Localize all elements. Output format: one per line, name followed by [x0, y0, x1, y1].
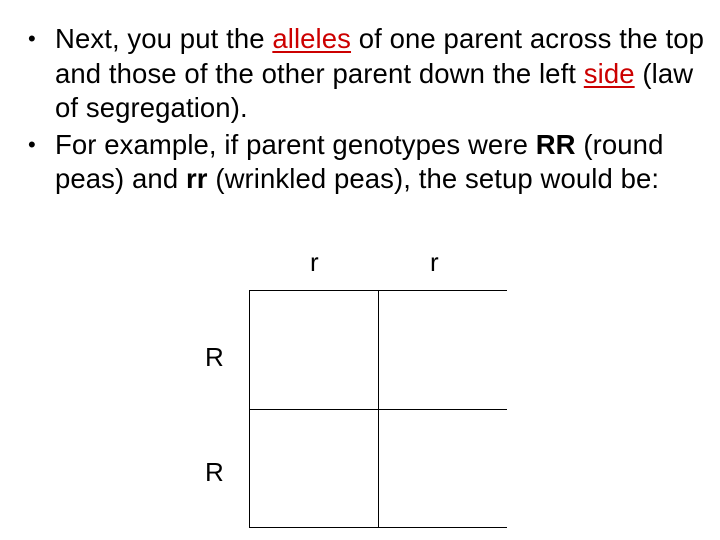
grid-line	[249, 290, 250, 528]
bullet-text: (wrinkled peas), the setup would be:	[207, 163, 660, 194]
bullet-text: For example, if parent genotypes were	[55, 128, 536, 160]
genotype-rr-recessive: rr	[185, 163, 208, 194]
bullet-text: (round peas) and	[55, 128, 664, 194]
top-allele: r	[430, 247, 439, 277]
bullet-item	[28, 128, 718, 197]
bullet-text: Next, you put the	[55, 23, 273, 54]
genotype-rr-dominant: RR	[535, 128, 576, 160]
top-allele: r	[310, 247, 319, 277]
bullet-text: of one parent across the top and those of the other parent down the left	[55, 23, 705, 89]
bullet-list	[28, 22, 718, 197]
bullet-text: (law of segregation).	[55, 57, 694, 123]
side-allele: R	[205, 457, 224, 487]
side-allele: R	[205, 342, 224, 372]
keyword-alleles: alleles	[272, 23, 352, 54]
bullet-marker: •	[28, 131, 36, 157]
bullet-marker: •	[28, 26, 36, 51]
bullet-item	[28, 22, 718, 126]
keyword-side: side	[583, 57, 635, 89]
grid-line	[378, 290, 379, 528]
